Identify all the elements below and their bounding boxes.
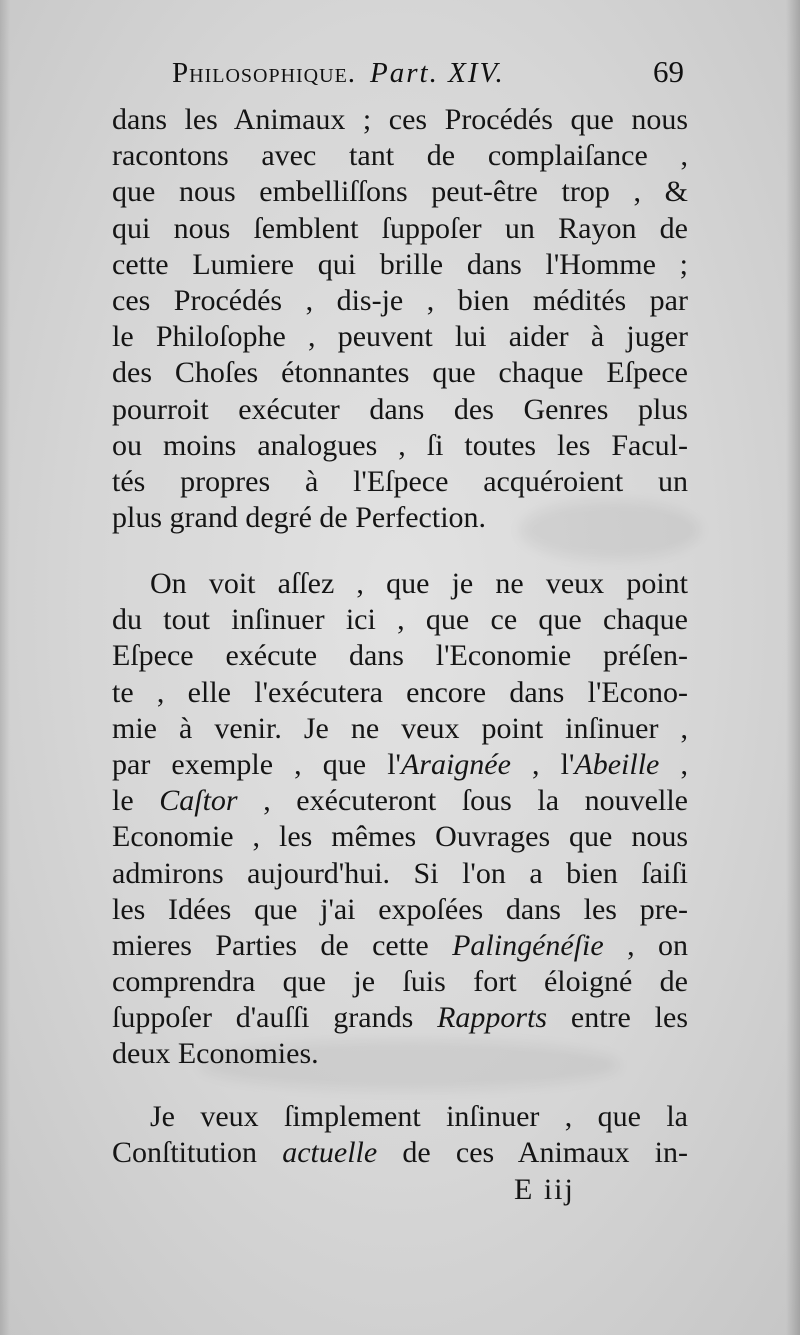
text-line: le Philoſophe , peuvent lui aider à juger bbox=[112, 320, 688, 354]
text-line: plus grand degré de Perfection. bbox=[112, 501, 487, 535]
text-line: Eſpece exécute dans l'Economie préſen- bbox=[112, 639, 688, 673]
signature-mark: E iij bbox=[514, 1173, 575, 1206]
paragraph-1 bbox=[112, 102, 688, 536]
text-line: Conſtitution actuelle de ces Animaux in- bbox=[112, 1136, 688, 1170]
text-line: On voit aſſez , que je ne veux point bbox=[150, 567, 688, 600]
text-line: admirons aujourd'hui. Si l'on a bien ſaiſi bbox=[112, 856, 688, 890]
text-line: le Caſtor , exécuteront ſous la nouvelle bbox=[112, 784, 688, 818]
italic-term: Caſtor bbox=[159, 784, 238, 818]
italic-term: actuelle bbox=[282, 1136, 378, 1170]
text-line: pourroit exécuter dans des Genres plus bbox=[112, 392, 688, 426]
text-line: mie à venir. Je ne veux point inſinuer , bbox=[112, 711, 688, 745]
paragraph-3 bbox=[112, 1099, 688, 1171]
text-line: du tout inſinuer ici , que ce que chaque bbox=[112, 603, 688, 637]
paragraph-2 bbox=[112, 566, 688, 1073]
text-line: Je veux ſimplement inſinuer , que la bbox=[150, 1100, 688, 1133]
text-line: des Choſes étonnantes que chaque Eſpece bbox=[112, 356, 688, 390]
running-head bbox=[172, 54, 684, 98]
text-line: comprendra que je ſuis fort éloigné de bbox=[112, 965, 688, 999]
text-line: les Idées que j'ai expoſées dans les pre- bbox=[112, 892, 688, 926]
text-line: que nous embelliſſons peut-être trop , & bbox=[112, 175, 688, 209]
text-line: cette Lumiere qui brille dans l'Homme ; bbox=[112, 247, 688, 281]
text-line: qui nous ſemblent ſuppoſer un Rayon de bbox=[112, 211, 688, 245]
italic-term: Palingénéſie bbox=[452, 928, 604, 962]
text-line: par exemple , que l'Araignée , l'Abeille , bbox=[112, 747, 688, 781]
page-number: 69 bbox=[653, 54, 684, 89]
running-head-title: Philosophique. bbox=[172, 57, 357, 89]
italic-term: Rapports bbox=[437, 1001, 548, 1035]
page-shadow-right bbox=[786, 0, 800, 1335]
text-line: te , elle l'exécutera encore dans l'Econo- bbox=[112, 675, 688, 709]
text-line: ou moins analogues , ſi toutes les Facul- bbox=[112, 428, 688, 462]
running-head-part: Part. XIV. bbox=[370, 57, 505, 89]
text-line: mieres Parties de cette Palingénéſie , on bbox=[112, 928, 688, 962]
text-line: ſuppoſer d'auſſi grands Rapports entre les bbox=[112, 1001, 688, 1035]
text-line: deux Economies. bbox=[112, 1037, 319, 1071]
text-line: ces Procédés , dis-je , bien médités par bbox=[112, 283, 688, 317]
text-line: racontons avec tant de complaiſance , bbox=[112, 139, 688, 173]
italic-term: Abeille bbox=[574, 747, 660, 781]
text-line: dans les Animaux ; ces Procédés que nous bbox=[112, 103, 688, 136]
text-line: Economie , les mêmes Ouvrages que nous bbox=[112, 820, 688, 854]
italic-term: Araignée bbox=[400, 747, 511, 781]
text-line: tés propres à l'Eſpece acquéroient un bbox=[112, 464, 688, 498]
page-shadow-left bbox=[0, 0, 10, 1335]
